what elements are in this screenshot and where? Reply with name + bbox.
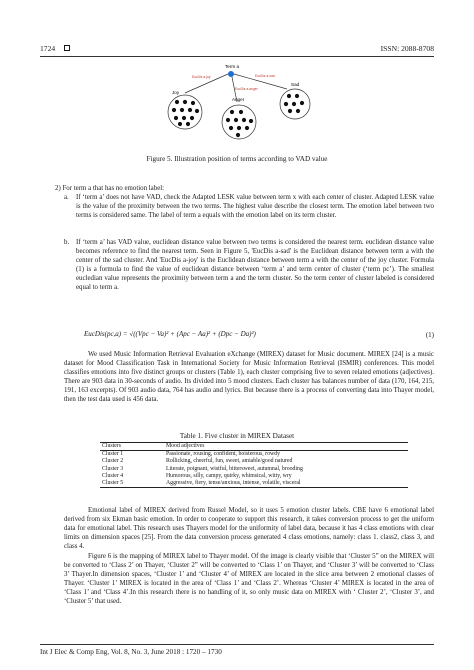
table-cell: Cluster 1 xyxy=(102,451,124,458)
term-a-label: Term a xyxy=(225,64,240,69)
table-row xyxy=(100,458,408,465)
issn-label: ISSN: 2088-8708 xyxy=(380,44,434,53)
table-cell: Cluster 2 xyxy=(102,458,124,465)
table-1-caption: Table 1. Five cluster in MIREX Dataset xyxy=(179,432,295,440)
footer-rule xyxy=(40,644,434,645)
sad-label: Sad xyxy=(291,82,300,87)
formula-1: EucDis(pc,a) = √((Vpc − Va)² + (Apc − Aa)² + (Dpc − Da)²) xyxy=(84,330,256,338)
table-row xyxy=(100,466,408,473)
table-header-clusters: Clusters xyxy=(100,443,164,451)
formula-number: (1) xyxy=(425,331,434,339)
paragraph-mirex: We used Music Information Retrieval Evaluation eXchange (MIREX) dataset for Music document. MIREX [24] is a music dataset for Mood Classification Task in International Society for Music Information Retrieval (ISMIR) conferences. This model classifies emotions into five distinct groups or clusters (Table 1), each cluster comprising five to seven related emotions (adjectives). There are 903 data in 30-seconds of audio. Its divided into 5 mood clusters. Each cluster has balances number of data (170, 164, 215, 191, 163 excerpts). Of 903 audio data, 764 has audio and lyrics. But because there is a process of converting data into Thayer model, then the test data used is 456 data. xyxy=(64,351,434,404)
table-header-row xyxy=(100,443,408,451)
table-cell: Literate, poignant, wistful, bittersweet, autumnal, brooding xyxy=(166,465,303,472)
table-cell: Rollicking, cheerful, fun, sweet, amiable/good natured xyxy=(166,458,293,465)
paragraph-emotion-label: Emotional label of MIREX derived from Russel Model, so it uses 5 emotion cluster labels. CBE have 6 emotional label derived from six Ekman basic emotion. In order to cooperate to support this research, it takes conversion process to get the uniform data for emotional label. This research uses Thayers model for the uniformity of label data, because it has 4 class emotions with clear limits on dimension spaces [25]. From the data conversion process generated 4 class emotions, namely: class 1. class2, class 3, and class 4. xyxy=(64,507,434,551)
item-a-marker: a. xyxy=(64,194,69,201)
figure-5-vad-diagram xyxy=(155,60,325,150)
table-cell: Humorous, silly, campy, quirky, whimsical, witty, wry xyxy=(166,472,292,479)
item-b-marker: b. xyxy=(64,239,70,246)
table-cell: Passionate, rousing, confident, boisterous, rowdy xyxy=(166,451,280,458)
page-footer: Int J Elec & Comp Eng, Vol. 8, No. 3, June 2018 : 1720 – 1730 xyxy=(40,648,222,656)
item-b-text: If ‘term a’ has VAD value, euclidean distance value between two terms is considered the nearest term. euclidean distance value becomes reference to find the nearest term. Seen in Figure 5, 'EucDis a-sad' is the Euclidean distance between term a with the center of the sad cluster. And 'EucDis a-joy' is the Euclidean distance between term a with the center of the joy cluster. Formula (1) is a formula to find the value of euclidean distance between ‘term a’ and term center of cluster (‘term pc’). The smallest eucledian value represents the proximity between term a and the term cluster. So the term center of cluster labeled is considered equal to term a. xyxy=(76,239,434,292)
header-rule xyxy=(40,56,434,57)
joy-label: Joy xyxy=(172,90,180,95)
table-header-mood: Mood adjectives xyxy=(164,443,408,451)
anger-label: Anger xyxy=(232,97,245,102)
table-cell: Aggressive, fiery, tense/anxious, intense, volatile, visceral xyxy=(164,480,408,488)
eucdis-anger-label: EucDis a-anger xyxy=(235,87,258,91)
table-cell: Cluster 3 xyxy=(102,465,124,472)
page-header xyxy=(40,44,434,56)
square-icon xyxy=(64,45,70,51)
item-a-text: If ‘term a’ does not have VAD, check the Adapted LESK value between term x with each center of cluster. Adapted LESK value is the value of the proximity between the two terms. The highest value describe the closest term. The emotion label between two terms is considered same. The label of term a equals with the emotion label on its term cluster. xyxy=(76,194,434,220)
list-intro: 2) For term a that has no emotion label: xyxy=(55,185,165,192)
table-cell: Cluster 5 xyxy=(100,480,164,488)
eucdis-sad-label: EucDis a-sad xyxy=(255,74,275,78)
paragraph-figure-6: Figure 6 is the mapping of MIREX label to Thayer model. Of the image is clearly visible that ‘Cluster 5” on the MIREX will be converted to ‘Class 2’ on Thayer, ‘Cluster 2” will be converted to ‘Class 1’ on Thayer, and ‘Cluster 3’ will be converted to ‘Class 3’ Thayer.In dimension spaces, ‘Cluster 1’ and ‘Cluster 4’ of MIREX are located in the slice area between 2 emotional classes of Thayer. ‘Cluster 1’ MIREX is located in the area of ‘Class 1’ and ‘Class 2’. Whereas ‘Cluster 4’ MIREX is located in the area of ‘Class 1’ and ‘Class 4’.In this research there is no handling of it, so only music data on MIREX with ‘ Cluster 2’, ‘Cluster 3’, and ‘Cluster 5’ that used. xyxy=(64,553,434,606)
table-row xyxy=(100,480,408,488)
table-row xyxy=(100,473,408,480)
figure-5-caption: Figure 5. Illustration position of terms according to VAD value xyxy=(146,155,328,163)
mirex-cluster-table xyxy=(100,442,408,488)
page-number: 1724 xyxy=(40,44,56,53)
term-a-node xyxy=(228,71,234,77)
eucdis-joy-label: EucDis a-joy xyxy=(192,75,211,79)
table-cell: Cluster 4 xyxy=(102,472,124,479)
